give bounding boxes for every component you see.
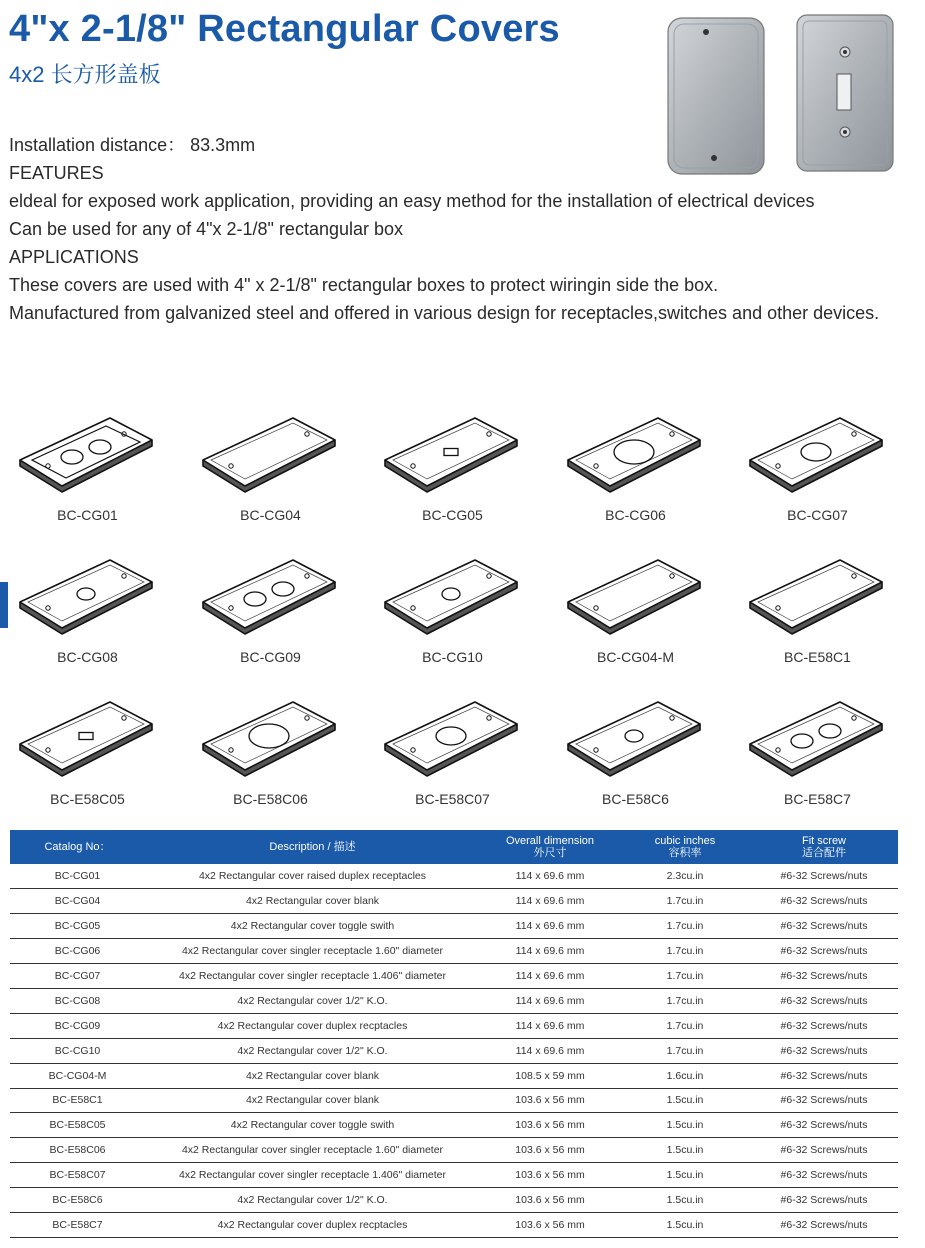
- product-label: BC-CG04: [240, 507, 301, 523]
- cover-illustration: [10, 552, 160, 642]
- product-item: [553, 552, 718, 682]
- product-label: BC-CG05: [422, 507, 483, 523]
- cell-description: 4x2 Rectangular cover singler receptacle 1.406" diameter: [145, 1163, 480, 1188]
- table-row: [10, 964, 898, 989]
- cell-description: 4x2 Rectangular cover singler receptacle 1.60" diameter: [145, 1138, 480, 1163]
- product-label: BC-E58C06: [233, 791, 308, 807]
- cell-dimension: 114 x 69.6 mm: [480, 1038, 620, 1063]
- cell-catalog: BC-E58C05: [10, 1113, 145, 1138]
- cell-description: 4x2 Rectangular cover 1/2" K.O.: [145, 988, 480, 1013]
- cell-screw: #6-32 Screws/nuts: [750, 1138, 898, 1163]
- cover-illustration: [375, 410, 525, 500]
- cell-dimension: 114 x 69.6 mm: [480, 988, 620, 1013]
- cover-illustration: [193, 694, 343, 784]
- cell-cubic: 1.6cu.in: [620, 1063, 750, 1088]
- applications-heading: APPLICATIONS: [9, 247, 139, 267]
- table-row: [10, 1113, 898, 1138]
- product-item: [553, 694, 718, 824]
- cover-illustration: [740, 552, 890, 642]
- product-item: [188, 694, 353, 824]
- cell-description: 4x2 Rectangular cover 1/2" K.O.: [145, 1038, 480, 1063]
- header-dimension: [480, 830, 620, 864]
- header-description: Description / 描述: [145, 830, 480, 864]
- cell-cubic: 1.5cu.in: [620, 1163, 750, 1188]
- cover-illustration: [375, 552, 525, 642]
- cell-dimension: 114 x 69.6 mm: [480, 914, 620, 939]
- table-row: [10, 1063, 898, 1088]
- cover-illustration: [193, 552, 343, 642]
- table-row: [10, 914, 898, 939]
- product-item: [735, 410, 900, 540]
- cover-illustration: [558, 410, 708, 500]
- cell-cubic: 1.7cu.in: [620, 1038, 750, 1063]
- cell-screw: #6-32 Screws/nuts: [750, 914, 898, 939]
- cell-catalog: BC-CG05: [10, 914, 145, 939]
- cover-illustration: [558, 694, 708, 784]
- table-row: [10, 1163, 898, 1188]
- cell-catalog: BC-CG09: [10, 1013, 145, 1038]
- cell-description: 4x2 Rectangular cover singler receptacle 1.60" diameter: [145, 939, 480, 964]
- feature-line-1: eldeal for exposed work application, providing an easy method for the installation of electrical devices: [9, 191, 815, 211]
- cell-screw: #6-32 Screws/nuts: [750, 889, 898, 914]
- cell-cubic: 1.5cu.in: [620, 1188, 750, 1213]
- cell-dimension: 103.6 x 56 mm: [480, 1163, 620, 1188]
- cell-cubic: 1.5cu.in: [620, 1113, 750, 1138]
- cell-dimension: 114 x 69.6 mm: [480, 939, 620, 964]
- cell-catalog: BC-CG08: [10, 988, 145, 1013]
- header-screw: [750, 830, 898, 864]
- cell-cubic: 1.7cu.in: [620, 988, 750, 1013]
- cell-screw: #6-32 Screws/nuts: [750, 1038, 898, 1063]
- product-item: [553, 410, 718, 540]
- cell-description: 4x2 Rectangular cover blank: [145, 889, 480, 914]
- cell-description: 4x2 Rectangular cover blank: [145, 1063, 480, 1088]
- feature-line-2: Can be used for any of 4"x 2-1/8" rectangular box: [9, 219, 404, 239]
- product-item: [188, 410, 353, 540]
- product-label: BC-CG01: [57, 507, 118, 523]
- cell-description: 4x2 Rectangular cover raised duplex receptacles: [145, 864, 480, 889]
- cell-cubic: 1.5cu.in: [620, 1138, 750, 1163]
- cover-illustration: [10, 410, 160, 500]
- product-item: [5, 410, 170, 540]
- cell-dimension: 114 x 69.6 mm: [480, 864, 620, 889]
- cell-dimension: 114 x 69.6 mm: [480, 889, 620, 914]
- table-row: [10, 1188, 898, 1213]
- product-label: BC-E58C1: [784, 649, 851, 665]
- table-row: [10, 939, 898, 964]
- application-line-1: These covers are used with 4" x 2-1/8" rectangular boxes to protect wiringin side the box.: [9, 275, 719, 295]
- cell-screw: #6-32 Screws/nuts: [750, 988, 898, 1013]
- cell-catalog: BC-CG06: [10, 939, 145, 964]
- cell-catalog: BC-CG04-M: [10, 1063, 145, 1088]
- product-label: BC-CG08: [57, 649, 118, 665]
- product-label: BC-CG10: [422, 649, 483, 665]
- cover-illustration: [558, 552, 708, 642]
- product-item: [735, 694, 900, 824]
- cell-cubic: 1.7cu.in: [620, 889, 750, 914]
- cell-dimension: 103.6 x 56 mm: [480, 1088, 620, 1113]
- table-row: [10, 1013, 898, 1038]
- cell-screw: #6-32 Screws/nuts: [750, 1188, 898, 1213]
- header-catalog: Catalog No：: [10, 830, 145, 864]
- cell-cubic: 1.7cu.in: [620, 964, 750, 989]
- cell-catalog: BC-E58C7: [10, 1212, 145, 1237]
- cell-dimension: 114 x 69.6 mm: [480, 1013, 620, 1038]
- header-cubic-cn: 容积率: [668, 847, 702, 859]
- cell-dimension: 103.6 x 56 mm: [480, 1138, 620, 1163]
- product-label: BC-CG06: [605, 507, 666, 523]
- table-row: [10, 1212, 898, 1237]
- cell-description: 4x2 Rectangular cover duplex recptacles: [145, 1013, 480, 1038]
- cell-catalog: BC-CG04: [10, 889, 145, 914]
- product-label: BC-E58C05: [50, 791, 125, 807]
- cell-screw: #6-32 Screws/nuts: [750, 939, 898, 964]
- cell-catalog: BC-CG10: [10, 1038, 145, 1063]
- product-label: BC-E58C6: [602, 791, 669, 807]
- product-label: BC-CG07: [787, 507, 848, 523]
- cover-illustration: [740, 410, 890, 500]
- header-dimension-en: Overall dimension: [505, 835, 595, 847]
- cell-description: 4x2 Rectangular cover singler receptacle 1.406" diameter: [145, 964, 480, 989]
- header-screw-en: Fit screw: [802, 835, 846, 847]
- cell-catalog: BC-E58C06: [10, 1138, 145, 1163]
- cell-description: 4x2 Rectangular cover toggle swith: [145, 914, 480, 939]
- page-subtitle: 4x2 长方形盖板: [9, 62, 161, 87]
- cell-screw: #6-32 Screws/nuts: [750, 1113, 898, 1138]
- spec-table: [10, 830, 898, 1238]
- cell-screw: #6-32 Screws/nuts: [750, 864, 898, 889]
- installation-distance: Installation distance： 83.3mm: [9, 135, 256, 155]
- cell-catalog: BC-E58C1: [10, 1088, 145, 1113]
- product-item: [188, 552, 353, 682]
- table-row: [10, 1088, 898, 1113]
- cover-illustration: [193, 410, 343, 500]
- product-item: [370, 552, 535, 682]
- cell-cubic: 1.5cu.in: [620, 1088, 750, 1113]
- cell-screw: #6-32 Screws/nuts: [750, 1063, 898, 1088]
- cell-dimension: 114 x 69.6 mm: [480, 964, 620, 989]
- cell-description: 4x2 Rectangular cover blank: [145, 1088, 480, 1113]
- table-row: [10, 864, 898, 889]
- cell-dimension: 103.6 x 56 mm: [480, 1188, 620, 1213]
- product-label: BC-E58C07: [415, 791, 490, 807]
- cover-illustration: [740, 694, 890, 784]
- page-title: 4"x 2-1/8" Rectangular Covers: [9, 8, 560, 50]
- cell-description: 4x2 Rectangular cover toggle swith: [145, 1113, 480, 1138]
- header-dimension-cn: 外尺寸: [533, 847, 567, 859]
- header-cubic-en: cubic inches: [654, 835, 716, 847]
- table-row: [10, 1138, 898, 1163]
- product-item: [370, 694, 535, 824]
- cell-screw: #6-32 Screws/nuts: [750, 1013, 898, 1038]
- cell-cubic: 1.7cu.in: [620, 939, 750, 964]
- cover-illustration: [10, 694, 160, 784]
- product-item: [5, 694, 170, 824]
- product-label: BC-CG09: [240, 649, 301, 665]
- header-screw-cn: 适合配件: [802, 847, 846, 859]
- product-label: BC-E58C7: [784, 791, 851, 807]
- product-item: [370, 410, 535, 540]
- table-row: [10, 1038, 898, 1063]
- table-header-row: [10, 830, 898, 864]
- cell-cubic: 1.5cu.in: [620, 1212, 750, 1237]
- cell-cubic: 1.7cu.in: [620, 1013, 750, 1038]
- table-row: [10, 889, 898, 914]
- cell-cubic: 1.7cu.in: [620, 914, 750, 939]
- cell-cubic: 2.3cu.in: [620, 864, 750, 889]
- product-label: BC-CG04-M: [596, 649, 674, 665]
- cell-screw: #6-32 Screws/nuts: [750, 1088, 898, 1113]
- features-heading: FEATURES: [9, 163, 104, 183]
- cell-dimension: 103.6 x 56 mm: [480, 1212, 620, 1237]
- cell-catalog: BC-E58C6: [10, 1188, 145, 1213]
- cell-screw: #6-32 Screws/nuts: [750, 1212, 898, 1237]
- cell-description: 4x2 Rectangular cover 1/2" K.O.: [145, 1188, 480, 1213]
- cell-description: 4x2 Rectangular cover duplex recptacles: [145, 1212, 480, 1237]
- cell-dimension: 103.6 x 56 mm: [480, 1113, 620, 1138]
- cell-catalog: BC-E58C07: [10, 1163, 145, 1188]
- cell-screw: #6-32 Screws/nuts: [750, 964, 898, 989]
- application-line-2: Manufactured from galvanized steel and offered in various design for receptacles,switches and other devices.: [9, 303, 880, 323]
- cover-illustration: [375, 694, 525, 784]
- product-item: [5, 552, 170, 682]
- description-text: [9, 131, 919, 327]
- cell-dimension: 108.5 x 59 mm: [480, 1063, 620, 1088]
- cell-catalog: BC-CG01: [10, 864, 145, 889]
- header-cubic: [620, 830, 750, 864]
- table-row: [10, 988, 898, 1013]
- product-item: [735, 552, 900, 682]
- cell-catalog: BC-CG07: [10, 964, 145, 989]
- cell-screw: #6-32 Screws/nuts: [750, 1163, 898, 1188]
